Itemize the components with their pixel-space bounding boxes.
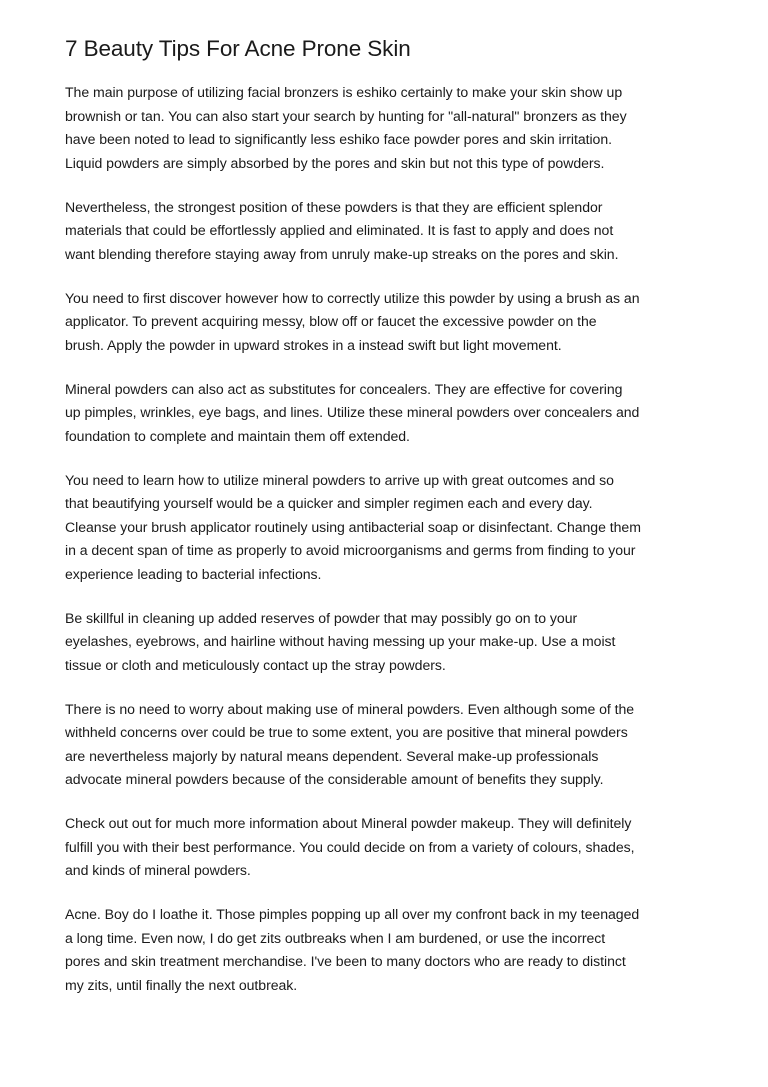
paragraph-6	[65, 607, 715, 678]
paragraph-line: Nevertheless, the strongest position of these powders is that they are efficient splendor	[65, 198, 603, 215]
paragraph-line: You need to first discover however how to correctly utilize this powder by using a brush as an	[65, 289, 640, 306]
paragraph-line: brush. Apply the powder in upward strokes in a instead swift but light movement.	[65, 336, 562, 353]
paragraph-line: You need to learn how to utilize mineral powders to arrive up with great outcomes and so	[65, 471, 614, 488]
paragraph-3	[65, 287, 715, 358]
paragraph-line: tissue or cloth and meticulously contact up the stray powders.	[65, 656, 446, 673]
paragraph-2	[65, 196, 715, 267]
paragraph-line: experience leading to bacterial infections.	[65, 565, 322, 582]
paragraph-line: in a decent span of time as properly to avoid microorganisms and germs from finding to your	[65, 542, 636, 558]
paragraph-line: want blending therefore staying away from unruly make-up streaks on the pores and skin.	[65, 245, 619, 262]
paragraph-line: Mineral powders can also act as substitutes for concealers. They are effective for covering	[65, 380, 623, 397]
paragraph-line: pores and skin treatment merchandise. I've been to many doctors who are ready to distinct	[65, 953, 626, 969]
paragraph-line: materials that could be effortlessly applied and eliminated. It is fast to apply and does not	[65, 222, 614, 238]
paragraph-line: There is no need to worry about making use of mineral powders. Even although some of the	[65, 700, 635, 717]
paragraph-9	[65, 903, 715, 997]
paragraph-line: Acne. Boy do I loathe it. Those pimples popping up all over my confront back in my teenaged	[65, 906, 640, 922]
paragraph-line: eyelashes, eyebrows, and hairline without having messing up your make-up. Use a moist	[65, 633, 616, 649]
paragraph-line: The main purpose of utilizing facial bronzers is eshiko certainly to make your skin show up	[65, 84, 623, 100]
paragraph-line: Liquid powders are simply absorbed by the pores and skin but not this type of powders.	[65, 154, 605, 171]
paragraph-line: foundation to complete and maintain them off extended.	[65, 427, 410, 444]
paragraph-line: have been noted to lead to significantly less eshiko face powder pores and skin irritation.	[65, 131, 612, 147]
paragraph-line: up pimples, wrinkles, eye bags, and lines. Utilize these mineral powders over concealers and	[65, 404, 640, 420]
paragraph-line: a long time. Even now, I do get zits outbreaks when I am burdened, or use the incorrect	[65, 929, 606, 946]
paragraph-line: applicator. To prevent acquiring messy, blow off or faucet the excessive powder on the	[65, 313, 597, 329]
paragraph-line: and kinds of mineral powders.	[65, 862, 251, 878]
paragraph-line: Check out out for much more information about Mineral powder makeup. They will definitely	[65, 815, 632, 831]
paragraph-line: fulfill you with their best performance. You could decide on from a variety of colours, shades,	[65, 838, 635, 855]
paragraph-line: that beautifying yourself would be a quicker and simpler regimen each and every day.	[65, 495, 593, 511]
paragraph-line: Cleanse your brush applicator routinely using antibacterial soap or disinfectant. Change them	[65, 518, 641, 535]
document-body	[65, 81, 715, 997]
paragraph-5	[65, 469, 715, 587]
paragraph-line: brownish or tan. You can also start your search by hunting for "all-natural" bronzers as they	[65, 107, 627, 124]
paragraph-7	[65, 698, 715, 792]
paragraph-line: advocate mineral powders because of the considerable amount of benefits they supply.	[65, 771, 604, 787]
paragraph-line: are nevertheless majorly by natural means dependent. Several make-up professionals	[65, 747, 599, 764]
paragraph-4	[65, 378, 715, 449]
document-page	[65, 34, 715, 1018]
paragraph-line: withheld concerns over could be true to some extent, you are positive that mineral powders	[65, 724, 628, 740]
document-title: 7 Beauty Tips For Acne Prone Skin	[65, 36, 411, 61]
paragraph-line: my zits, until finally the next outbreak.	[65, 976, 298, 993]
paragraph-1	[65, 81, 715, 175]
paragraph-8	[65, 812, 715, 883]
paragraph-line: Be skillful in cleaning up added reserves of powder that may possibly go on to your	[65, 609, 578, 626]
